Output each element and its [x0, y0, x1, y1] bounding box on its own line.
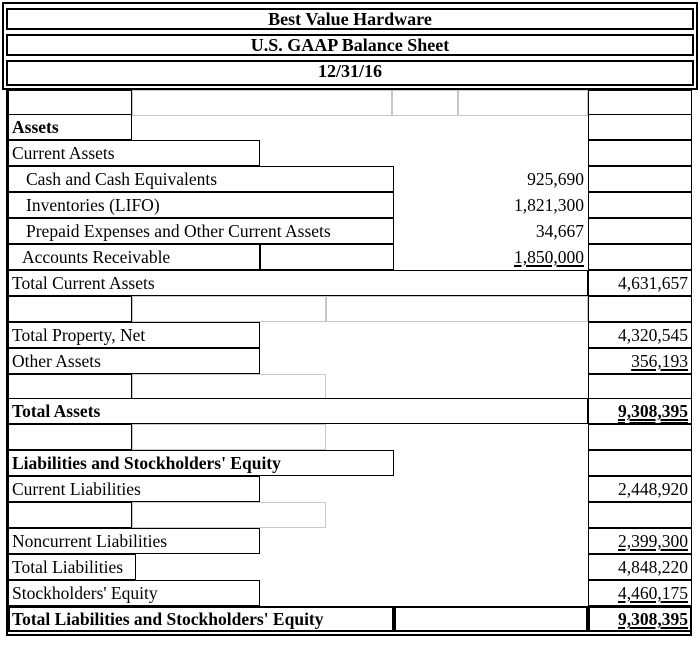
blank-row	[8, 424, 698, 450]
grand-total-label: Total Liabilities and Stockholders' Equity	[12, 609, 324, 629]
equity-value: 4,460,175	[618, 583, 688, 603]
asset-label: Cash and Cash Equivalents	[26, 169, 218, 189]
company-name: Best Value Hardware	[6, 8, 694, 30]
other-assets-value: 356,193	[631, 351, 688, 371]
grand-total-value: 9,308,395	[618, 609, 688, 629]
property-label: Total Property, Net	[12, 325, 146, 345]
asset-label: Prepaid Expenses and Other Current Assets	[26, 221, 331, 241]
other-assets-label: Other Assets	[12, 351, 101, 371]
asset-value: 1,850,000	[514, 247, 584, 267]
statement-date: 12/31/16	[6, 60, 694, 86]
liabilities-heading-row	[8, 450, 698, 476]
asset-label: Accounts Receivable	[22, 247, 171, 267]
blank-row	[8, 502, 698, 528]
grand-total-row	[8, 606, 698, 632]
assets-heading-row	[8, 114, 698, 140]
current-liabilities-row	[8, 476, 698, 502]
total-current-assets-label: Total Current Assets	[12, 273, 155, 293]
noncurrent-liabilities-label: Noncurrent Liabilities	[12, 531, 168, 551]
property-value: 4,320,545	[618, 325, 688, 345]
total-assets-row	[8, 398, 698, 424]
blank-row	[8, 296, 698, 322]
current-liabilities-label: Current Liabilities	[12, 479, 141, 499]
property-row	[8, 322, 698, 348]
total-current-assets-row	[8, 270, 698, 296]
total-current-assets-value: 4,631,657	[618, 273, 688, 293]
asset-row-inventories	[8, 192, 698, 218]
frame-bottom	[6, 634, 692, 636]
current-liabilities-value: 2,448,920	[618, 479, 688, 499]
total-assets-label: Total Assets	[12, 401, 101, 421]
asset-value: 1,821,300	[514, 195, 584, 215]
equity-row	[8, 580, 698, 606]
other-assets-row	[8, 348, 698, 374]
assets-heading: Assets	[12, 117, 59, 137]
current-assets-heading-row	[8, 140, 698, 166]
total-liabilities-value: 4,848,220	[618, 557, 688, 577]
asset-row-cash	[8, 166, 698, 192]
asset-value: 925,690	[527, 169, 584, 189]
total-liabilities-label: Total Liabilities	[12, 557, 124, 577]
blank-row	[8, 90, 698, 116]
total-liabilities-row	[8, 554, 698, 580]
equity-label: Stockholders' Equity	[12, 583, 158, 603]
noncurrent-liabilities-row	[8, 528, 698, 554]
asset-label: Inventories (LIFO)	[26, 195, 160, 215]
noncurrent-liabilities-value: 2,399,300	[618, 531, 688, 551]
total-assets-value: 9,308,395	[618, 401, 688, 421]
asset-row-receivable	[8, 244, 698, 270]
statement-title: U.S. GAAP Balance Sheet	[6, 34, 694, 56]
asset-value: 34,667	[535, 221, 584, 241]
current-assets-heading: Current Assets	[12, 143, 115, 163]
liabilities-heading: Liabilities and Stockholders' Equity	[12, 453, 281, 473]
blank-row	[8, 374, 698, 400]
asset-row-prepaid	[8, 218, 698, 244]
